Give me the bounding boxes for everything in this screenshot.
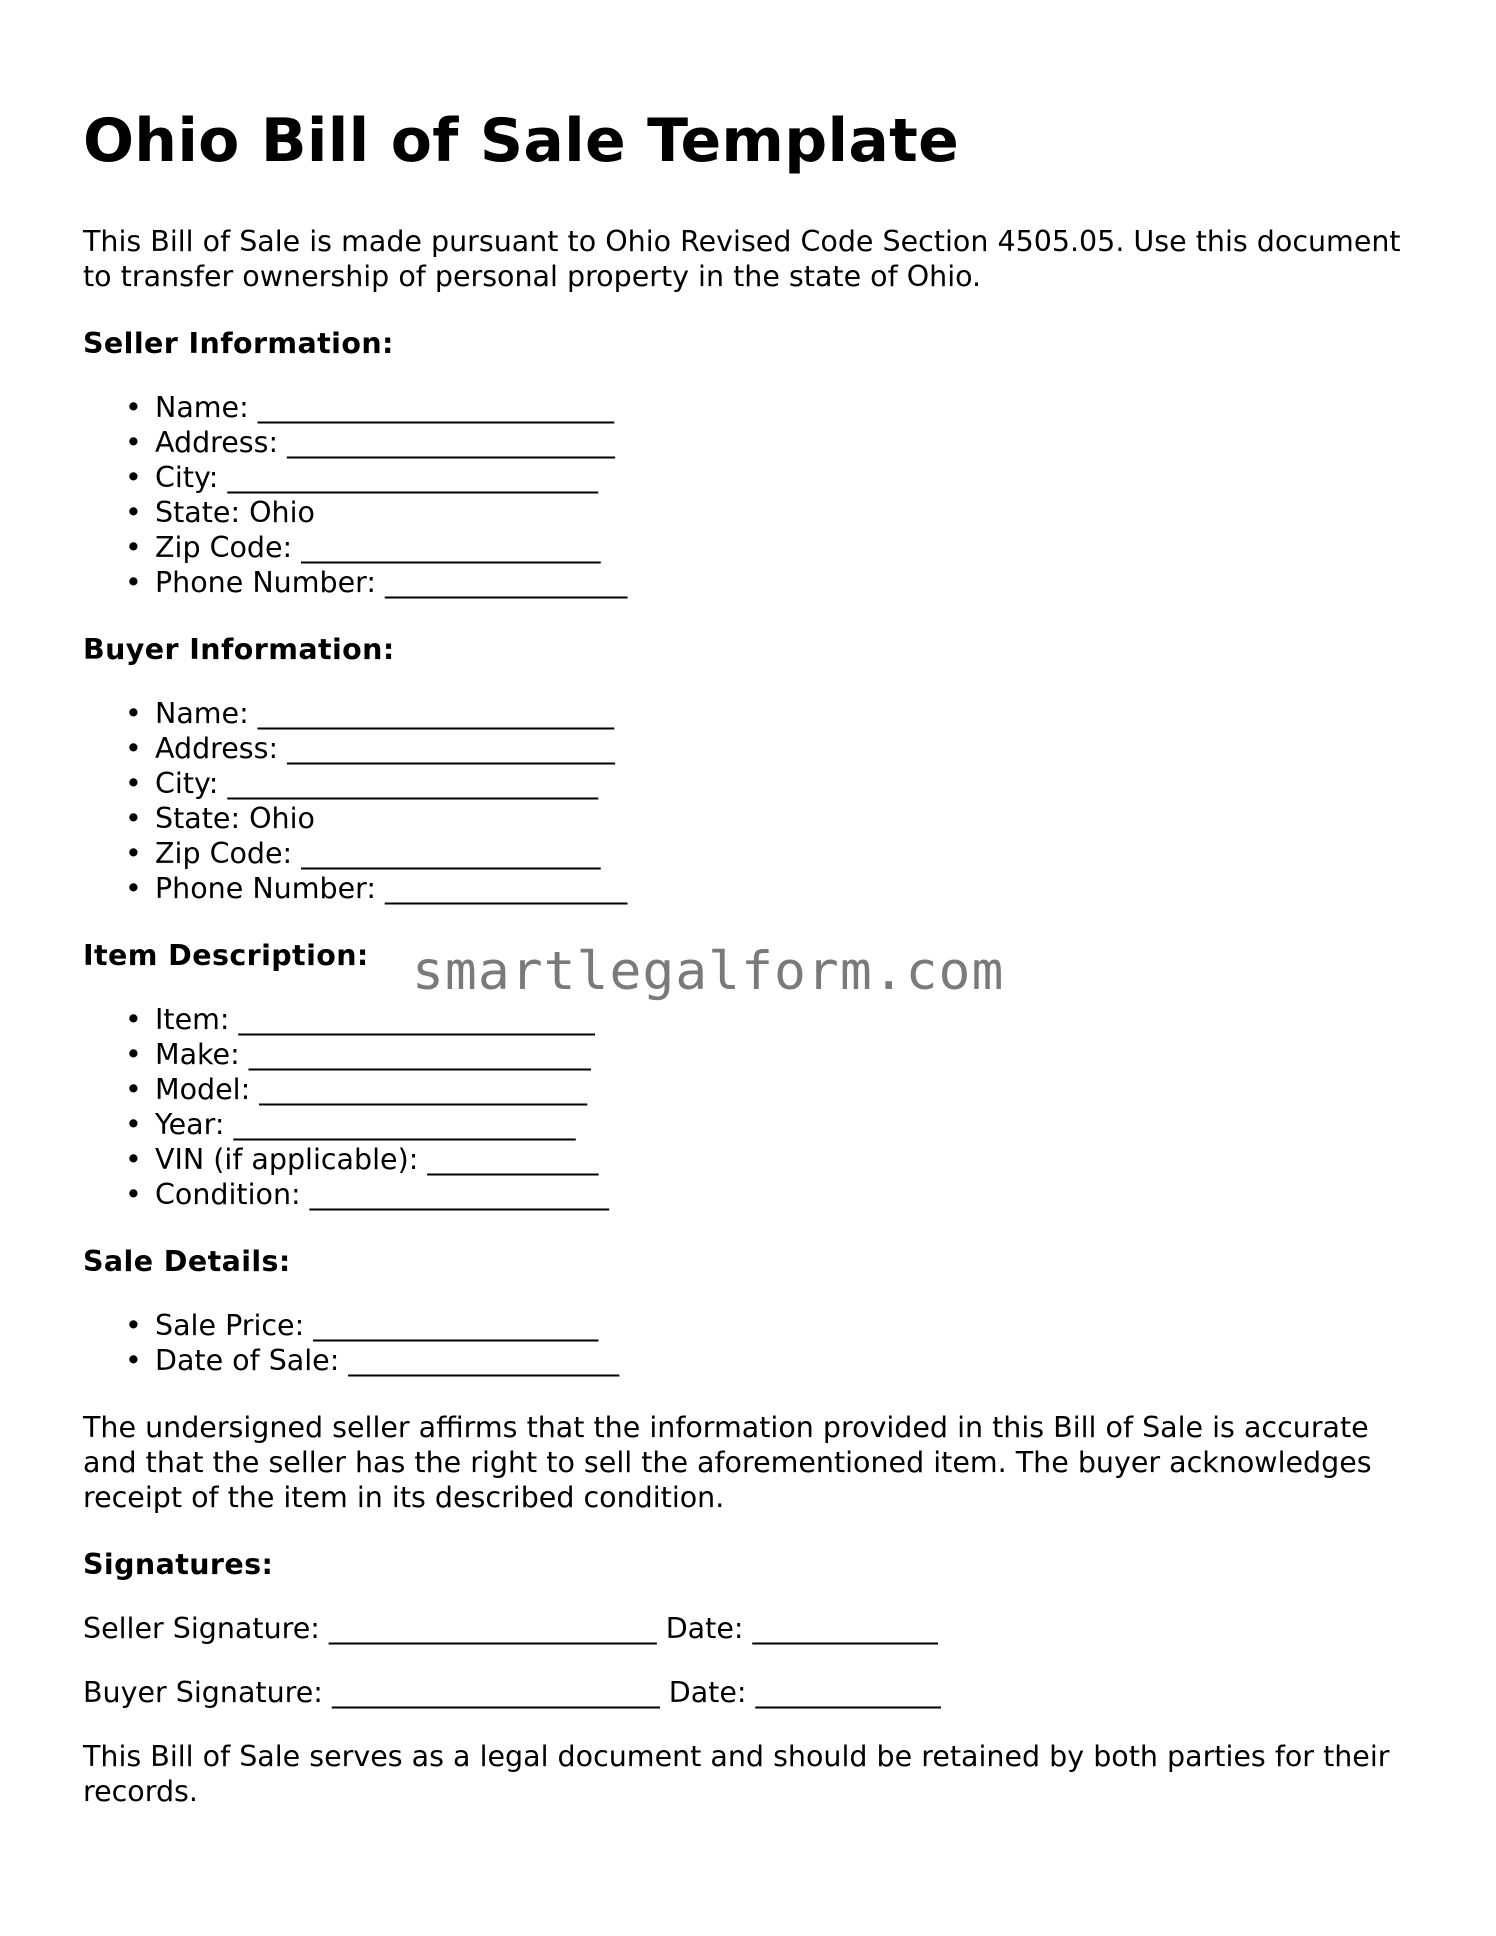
list-item: • Zip Code: _____________________	[125, 837, 601, 870]
list-item: • Model: _______________________	[125, 1073, 587, 1106]
list-item: • Condition: _____________________	[125, 1178, 609, 1211]
seller-zip-field[interactable]: Zip Code: _____________________	[155, 531, 601, 564]
condition-field[interactable]: Condition: _____________________	[155, 1178, 609, 1211]
seller-signature-line[interactable]: Seller Signature: _______________________ Date: _____________	[83, 1612, 938, 1645]
seller-city-field[interactable]: City: __________________________	[155, 461, 598, 494]
list-item: • City: __________________________	[125, 461, 598, 494]
date-of-sale-field[interactable]: Date of Sale: ___________________	[155, 1344, 620, 1377]
seller-state-value: State: Ohio	[155, 496, 315, 529]
signatures-heading: Signatures:	[83, 1548, 274, 1581]
list-item: • Name: _________________________	[125, 697, 614, 730]
list-item: • State: Ohio	[125, 802, 315, 835]
intro-paragraph: This Bill of Sale is made pursuant to Ohio Revised Code Section 4505.05. Use this document to transfer ownership of personal property in the state of Ohio.	[83, 225, 1401, 293]
affirmation-paragraph: The undersigned seller affirms that the information provided in this Bill of Sale is accurate and that the seller has the right to sell the aforementioned item. The buyer acknowledges receipt of the item in its described condition.	[83, 1411, 1372, 1514]
list-item: • Phone Number: _________________	[125, 566, 628, 599]
buyer-state-value: State: Ohio	[155, 802, 315, 835]
buyer-zip-field[interactable]: Zip Code: _____________________	[155, 837, 601, 870]
seller-heading: Seller Information:	[83, 327, 394, 360]
year-field[interactable]: Year: ________________________	[155, 1108, 576, 1141]
list-item: • VIN (if applicable): ____________	[125, 1143, 599, 1176]
list-item: • Address: _______________________	[125, 426, 615, 459]
seller-address-field[interactable]: Address: _______________________	[155, 426, 615, 459]
buyer-heading: Buyer Information:	[83, 633, 395, 666]
seller-phone-field[interactable]: Phone Number: _________________	[155, 566, 628, 599]
list-item: • Address: _______________________	[125, 732, 615, 765]
item-field[interactable]: Item: _________________________	[155, 1003, 595, 1036]
buyer-signature-line[interactable]: Buyer Signature: _______________________ Date: _____________	[83, 1676, 941, 1709]
seller-name-field[interactable]: Name: _________________________	[155, 391, 614, 424]
seller-list	[83, 390, 1423, 600]
document-title: Ohio Bill of Sale Template	[83, 106, 960, 176]
buyer-address-field[interactable]: Address: _______________________	[155, 732, 615, 765]
list-item: • Name: _________________________	[125, 391, 614, 424]
vin-field[interactable]: VIN (if applicable): ____________	[155, 1143, 599, 1176]
closing-paragraph: This Bill of Sale serves as a legal document and should be retained by both parties for their records.	[83, 1740, 1390, 1808]
list-item: • City: __________________________	[125, 767, 598, 800]
buyer-list	[83, 696, 1423, 906]
sale-price-field[interactable]: Sale Price: ____________________	[155, 1309, 599, 1342]
list-item: • Make: ________________________	[125, 1038, 591, 1071]
list-item: • Zip Code: _____________________	[125, 531, 601, 564]
list-item: • Phone Number: _________________	[125, 872, 628, 905]
buyer-name-field[interactable]: Name: _________________________	[155, 697, 614, 730]
list-item: • State: Ohio	[125, 496, 315, 529]
item-heading: Item Description:	[83, 939, 369, 972]
list-item: • Date of Sale: ___________________	[125, 1344, 620, 1377]
list-item: • Sale Price: ____________________	[125, 1309, 599, 1342]
buyer-city-field[interactable]: City: __________________________	[155, 767, 598, 800]
item-list	[83, 1002, 1423, 1212]
make-field[interactable]: Make: ________________________	[155, 1038, 591, 1071]
list-item: • Year: ________________________	[125, 1108, 576, 1141]
sale-heading: Sale Details:	[83, 1245, 291, 1278]
buyer-phone-field[interactable]: Phone Number: _________________	[155, 872, 628, 905]
list-item: • Item: _________________________	[125, 1003, 595, 1036]
watermark-text: smartlegalform.com	[412, 941, 1005, 1002]
model-field[interactable]: Model: _______________________	[155, 1073, 587, 1106]
sale-list	[83, 1308, 1423, 1378]
